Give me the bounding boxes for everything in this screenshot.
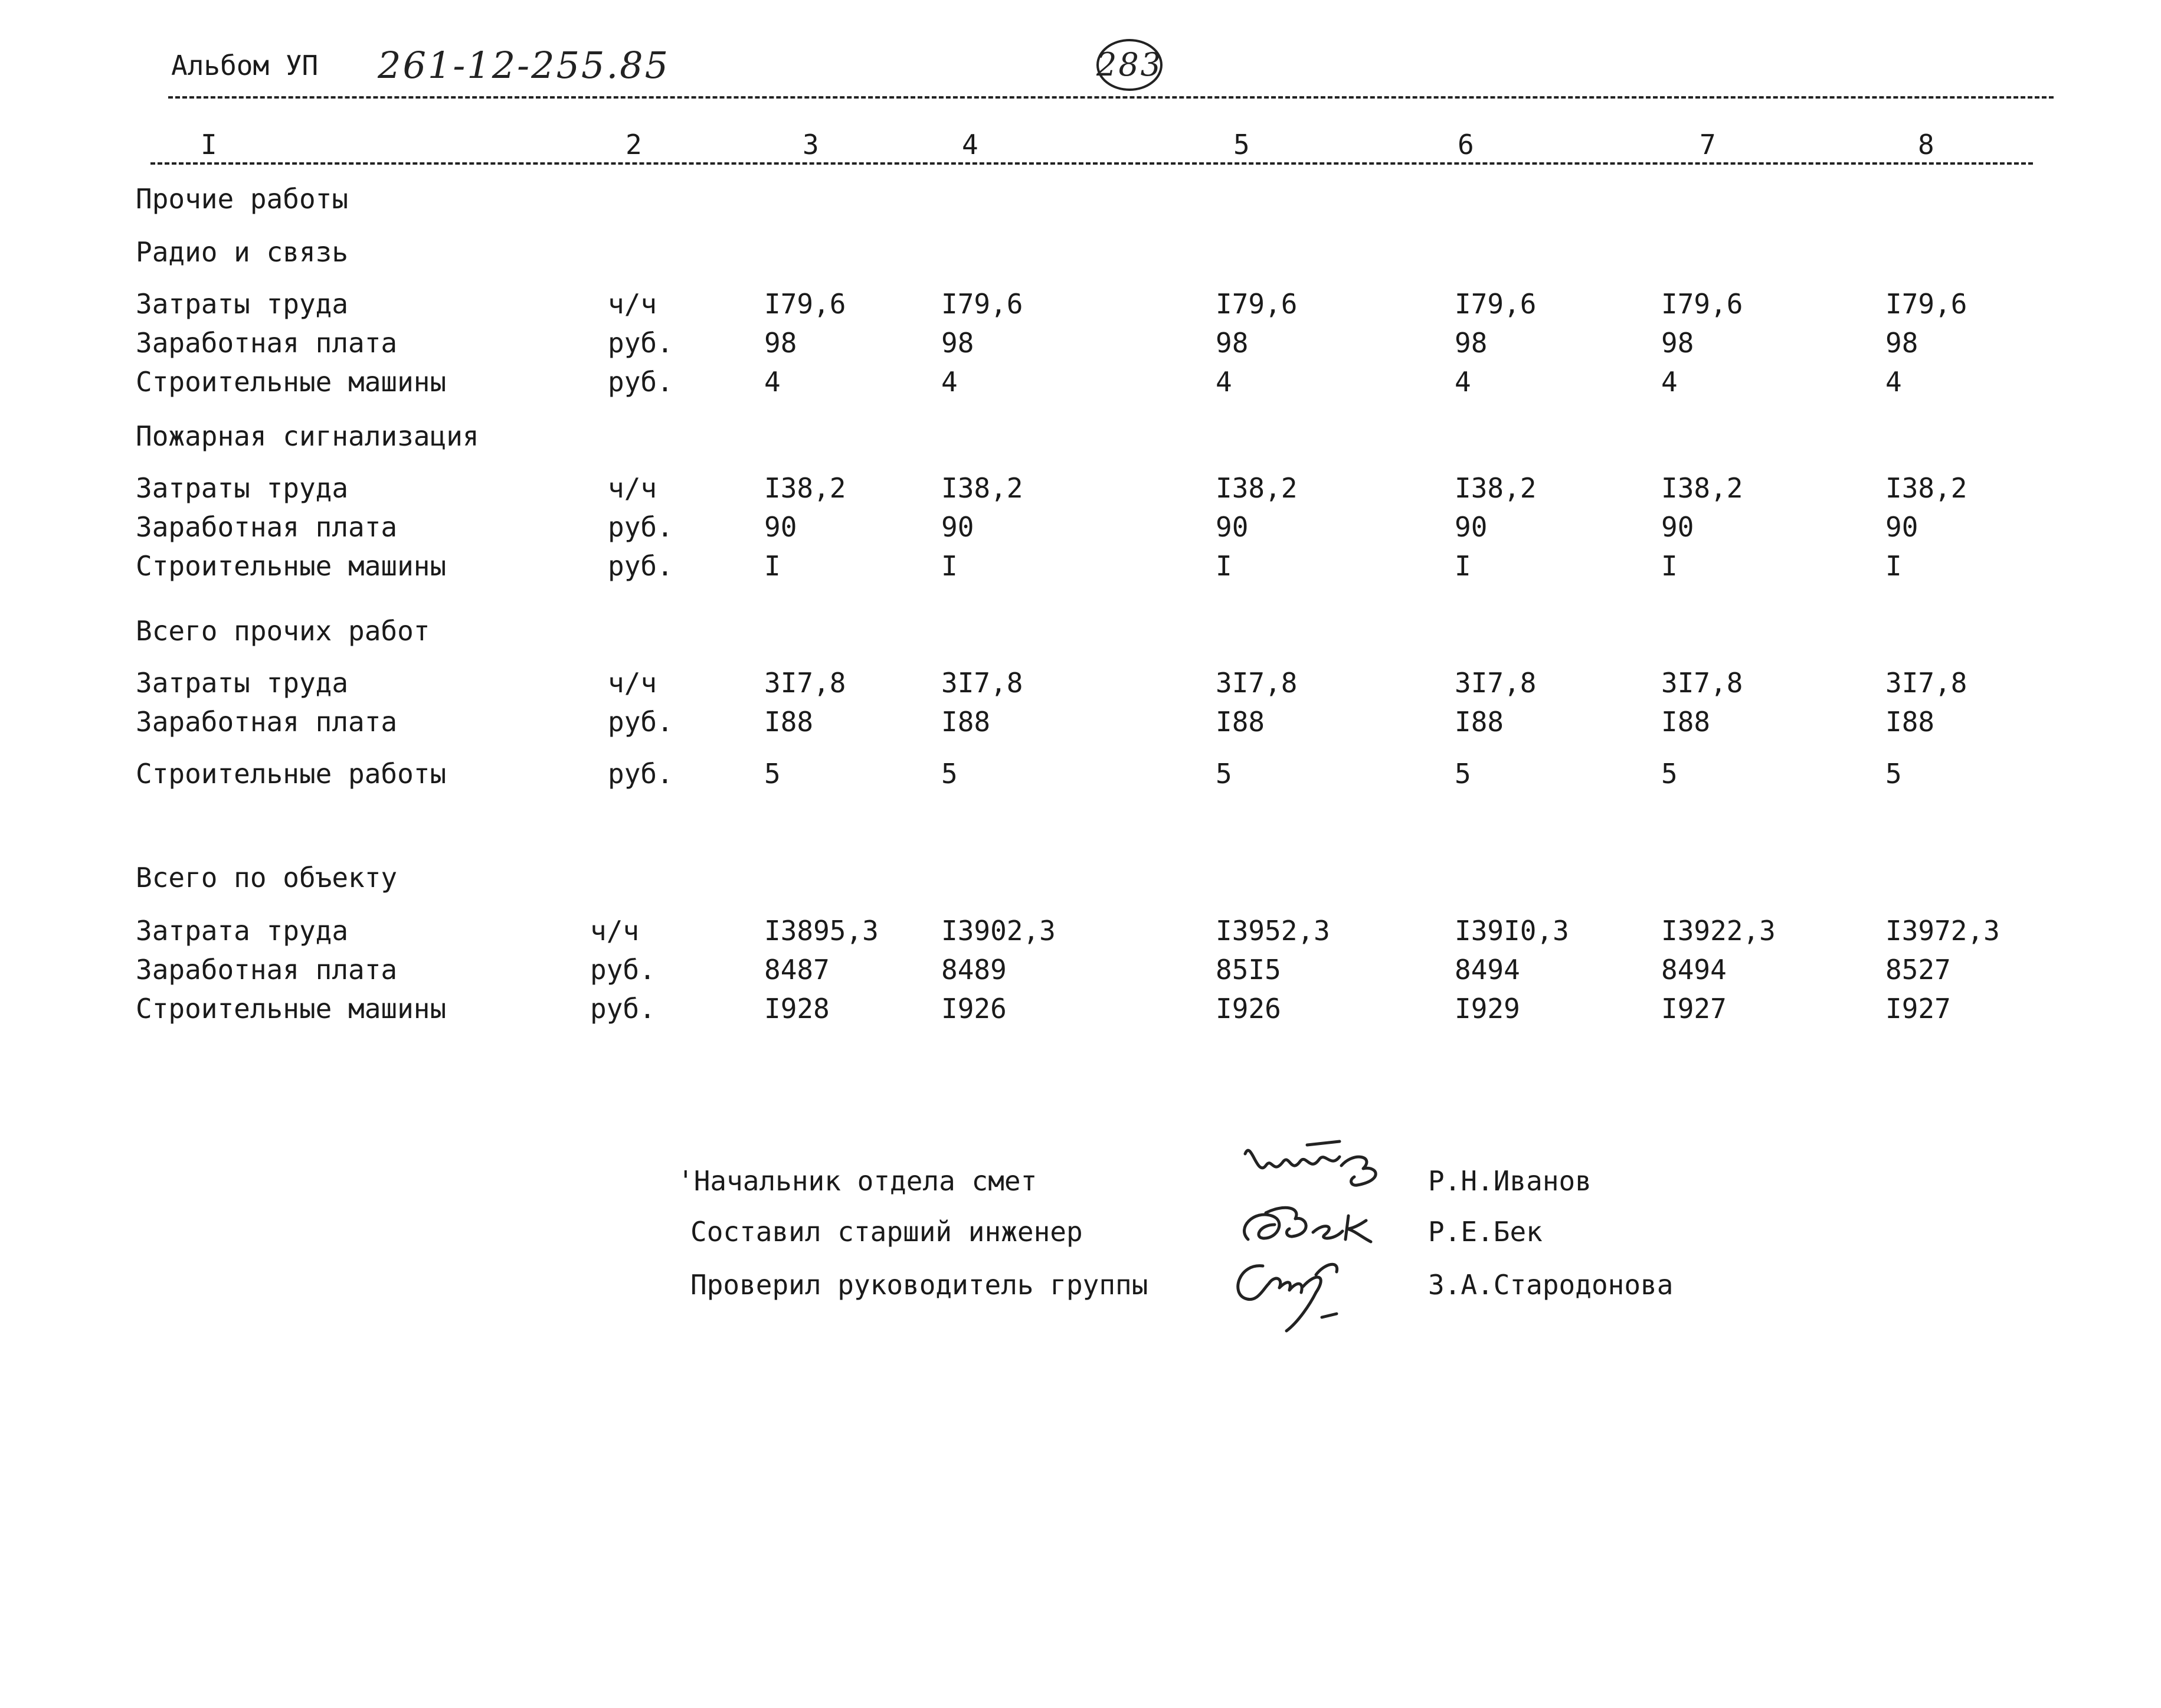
- row-unit: ч/ч: [608, 667, 657, 699]
- cell-col-6: 98: [1455, 327, 1488, 359]
- cell-col-5: 5: [1216, 758, 1232, 790]
- cell-col-5: I3952,3: [1216, 915, 1330, 947]
- cell-col-3: 5: [764, 758, 781, 790]
- cell-col-7: 8494: [1661, 954, 1727, 986]
- signatory-name: З.А.Стародонова: [1428, 1269, 1674, 1301]
- row-label: Заработная плата: [136, 706, 398, 738]
- signature-bek-image: [1230, 1192, 1384, 1259]
- row-label: Затраты труда: [136, 472, 349, 504]
- column-header-5: 5: [1233, 129, 1250, 161]
- cell-col-8: 3I7,8: [1885, 667, 1967, 699]
- cell-col-5: I926: [1216, 993, 1281, 1025]
- cell-col-7: I3922,3: [1661, 915, 1776, 947]
- cell-col-6: I929: [1455, 993, 1520, 1025]
- signature-starodonova-icon: [1227, 1251, 1381, 1334]
- section-title-fire-alarm: Пожарная сигнализация: [136, 420, 479, 452]
- cell-col-7: 4: [1661, 366, 1678, 398]
- row-unit: руб.: [608, 511, 673, 543]
- section-title-other-works: Прочие работы: [136, 183, 349, 215]
- signatory-name: Р.Н.Иванов: [1428, 1165, 1592, 1197]
- cell-col-4: 4: [941, 366, 958, 398]
- cell-col-3: I88: [764, 706, 814, 738]
- cell-col-4: I88: [941, 706, 991, 738]
- cell-col-3: I928: [764, 993, 830, 1025]
- cell-col-5: I79,6: [1216, 288, 1298, 320]
- cell-col-7: I927: [1661, 993, 1727, 1025]
- cell-col-6: 5: [1455, 758, 1471, 790]
- column-header-divider: [150, 162, 2033, 165]
- cell-col-7: 98: [1661, 327, 1694, 359]
- row-label: Затраты труда: [136, 288, 349, 320]
- row-label: Строительные машины: [136, 993, 447, 1025]
- signature-role: Составил старший инженер: [690, 1216, 1083, 1248]
- cell-col-3: I: [764, 550, 781, 582]
- row-unit: ч/ч: [608, 472, 657, 504]
- cell-col-5: 4: [1216, 366, 1232, 398]
- cell-col-8: 4: [1885, 366, 1902, 398]
- cell-col-3: I79,6: [764, 288, 846, 320]
- row-unit: руб.: [590, 993, 656, 1025]
- cell-col-6: 4: [1455, 366, 1471, 398]
- cell-col-5: 3I7,8: [1216, 667, 1298, 699]
- cell-col-4: 8489: [941, 954, 1007, 986]
- page-number-stamp: [1096, 39, 1163, 91]
- signatory-name: Р.Е.Бек: [1428, 1216, 1543, 1248]
- cell-col-8: 5: [1885, 758, 1902, 790]
- cell-col-3: 4: [764, 366, 781, 398]
- album-label: Альбом УП: [171, 50, 319, 81]
- cell-col-4: 5: [941, 758, 958, 790]
- row-unit: ч/ч: [608, 288, 657, 320]
- cell-col-5: 90: [1216, 511, 1249, 543]
- cell-col-3: 8487: [764, 954, 830, 986]
- header-divider: [168, 96, 2054, 99]
- cell-col-7: I38,2: [1661, 472, 1743, 504]
- row-unit: руб.: [608, 366, 673, 398]
- column-header-8: 8: [1918, 129, 1934, 161]
- cell-col-3: 90: [764, 511, 797, 543]
- signature-role: Проверил руководитель группы: [690, 1269, 1148, 1301]
- row-unit: руб.: [608, 550, 673, 582]
- row-label: Затраты труда: [136, 667, 349, 699]
- cell-col-4: 98: [941, 327, 974, 359]
- row-label: Заработная плата: [136, 327, 398, 359]
- row-unit: ч/ч: [590, 915, 640, 947]
- cell-col-4: I3902,3: [941, 915, 1056, 947]
- signature-starodonova-image: [1227, 1251, 1381, 1336]
- signature-ivanov-icon: [1236, 1133, 1390, 1198]
- cell-col-7: 90: [1661, 511, 1694, 543]
- cell-col-4: I926: [941, 993, 1007, 1025]
- row-label: Строительные работы: [136, 758, 447, 790]
- signature-bek-icon: [1230, 1192, 1384, 1257]
- cell-col-6: I: [1455, 550, 1471, 582]
- column-header-2: 2: [626, 129, 642, 161]
- page-number: 283: [1096, 46, 1163, 83]
- section-title-total-other: Всего прочих работ: [136, 615, 430, 647]
- cell-col-4: 90: [941, 511, 974, 543]
- column-header-7: 7: [1700, 129, 1716, 161]
- cell-col-8: 8527: [1885, 954, 1951, 986]
- album-code-handwritten: 261-12-255.85: [378, 44, 670, 87]
- cell-col-6: 90: [1455, 511, 1488, 543]
- row-unit: руб.: [608, 327, 673, 359]
- cell-col-8: 90: [1885, 511, 1918, 543]
- row-label: Заработная плата: [136, 954, 398, 986]
- cell-col-6: I88: [1455, 706, 1504, 738]
- section-title-total-object: Всего по объекту: [136, 862, 398, 894]
- row-label: Строительные машины: [136, 366, 447, 398]
- cell-col-8: I38,2: [1885, 472, 1967, 504]
- column-header-3: 3: [803, 129, 819, 161]
- signature-ivanov-image: [1236, 1133, 1390, 1200]
- cell-col-7: I88: [1661, 706, 1711, 738]
- cell-col-5: I38,2: [1216, 472, 1298, 504]
- cell-col-5: I88: [1216, 706, 1265, 738]
- cell-col-6: 3I7,8: [1455, 667, 1537, 699]
- column-header-4: 4: [962, 129, 978, 161]
- cell-col-5: 85I5: [1216, 954, 1281, 986]
- cell-col-4: 3I7,8: [941, 667, 1023, 699]
- cell-col-8: I927: [1885, 993, 1951, 1025]
- cell-col-8: I79,6: [1885, 288, 1967, 320]
- column-header-1: I: [201, 129, 217, 161]
- cell-col-8: I3972,3: [1885, 915, 2000, 947]
- section-title-radio: Радио и связь: [136, 236, 349, 268]
- cell-col-6: 8494: [1455, 954, 1520, 986]
- cell-col-8: I: [1885, 550, 1902, 582]
- row-label: Строительные машины: [136, 550, 447, 582]
- cell-col-3: I3895,3: [764, 915, 879, 947]
- row-unit: руб.: [608, 758, 673, 790]
- column-header-6: 6: [1458, 129, 1474, 161]
- cell-col-6: I38,2: [1455, 472, 1537, 504]
- cell-col-7: I: [1661, 550, 1678, 582]
- cell-col-7: 5: [1661, 758, 1678, 790]
- signature-role: 'Начальник отдела смет: [677, 1165, 1037, 1197]
- cell-col-8: I88: [1885, 706, 1935, 738]
- row-unit: руб.: [608, 706, 673, 738]
- cell-col-3: 98: [764, 327, 797, 359]
- row-label: Затрата труда: [136, 915, 349, 947]
- cell-col-3: I38,2: [764, 472, 846, 504]
- cell-col-4: I38,2: [941, 472, 1023, 504]
- cell-col-3: 3I7,8: [764, 667, 846, 699]
- row-label: Заработная плата: [136, 511, 398, 543]
- cell-col-5: 98: [1216, 327, 1249, 359]
- cell-col-7: I79,6: [1661, 288, 1743, 320]
- cell-col-5: I: [1216, 550, 1232, 582]
- row-unit: руб.: [590, 954, 656, 986]
- cell-col-7: 3I7,8: [1661, 667, 1743, 699]
- cell-col-4: I79,6: [941, 288, 1023, 320]
- cell-col-4: I: [941, 550, 958, 582]
- cell-col-6: I79,6: [1455, 288, 1537, 320]
- cell-col-6: I39I0,3: [1455, 915, 1569, 947]
- cell-col-8: 98: [1885, 327, 1918, 359]
